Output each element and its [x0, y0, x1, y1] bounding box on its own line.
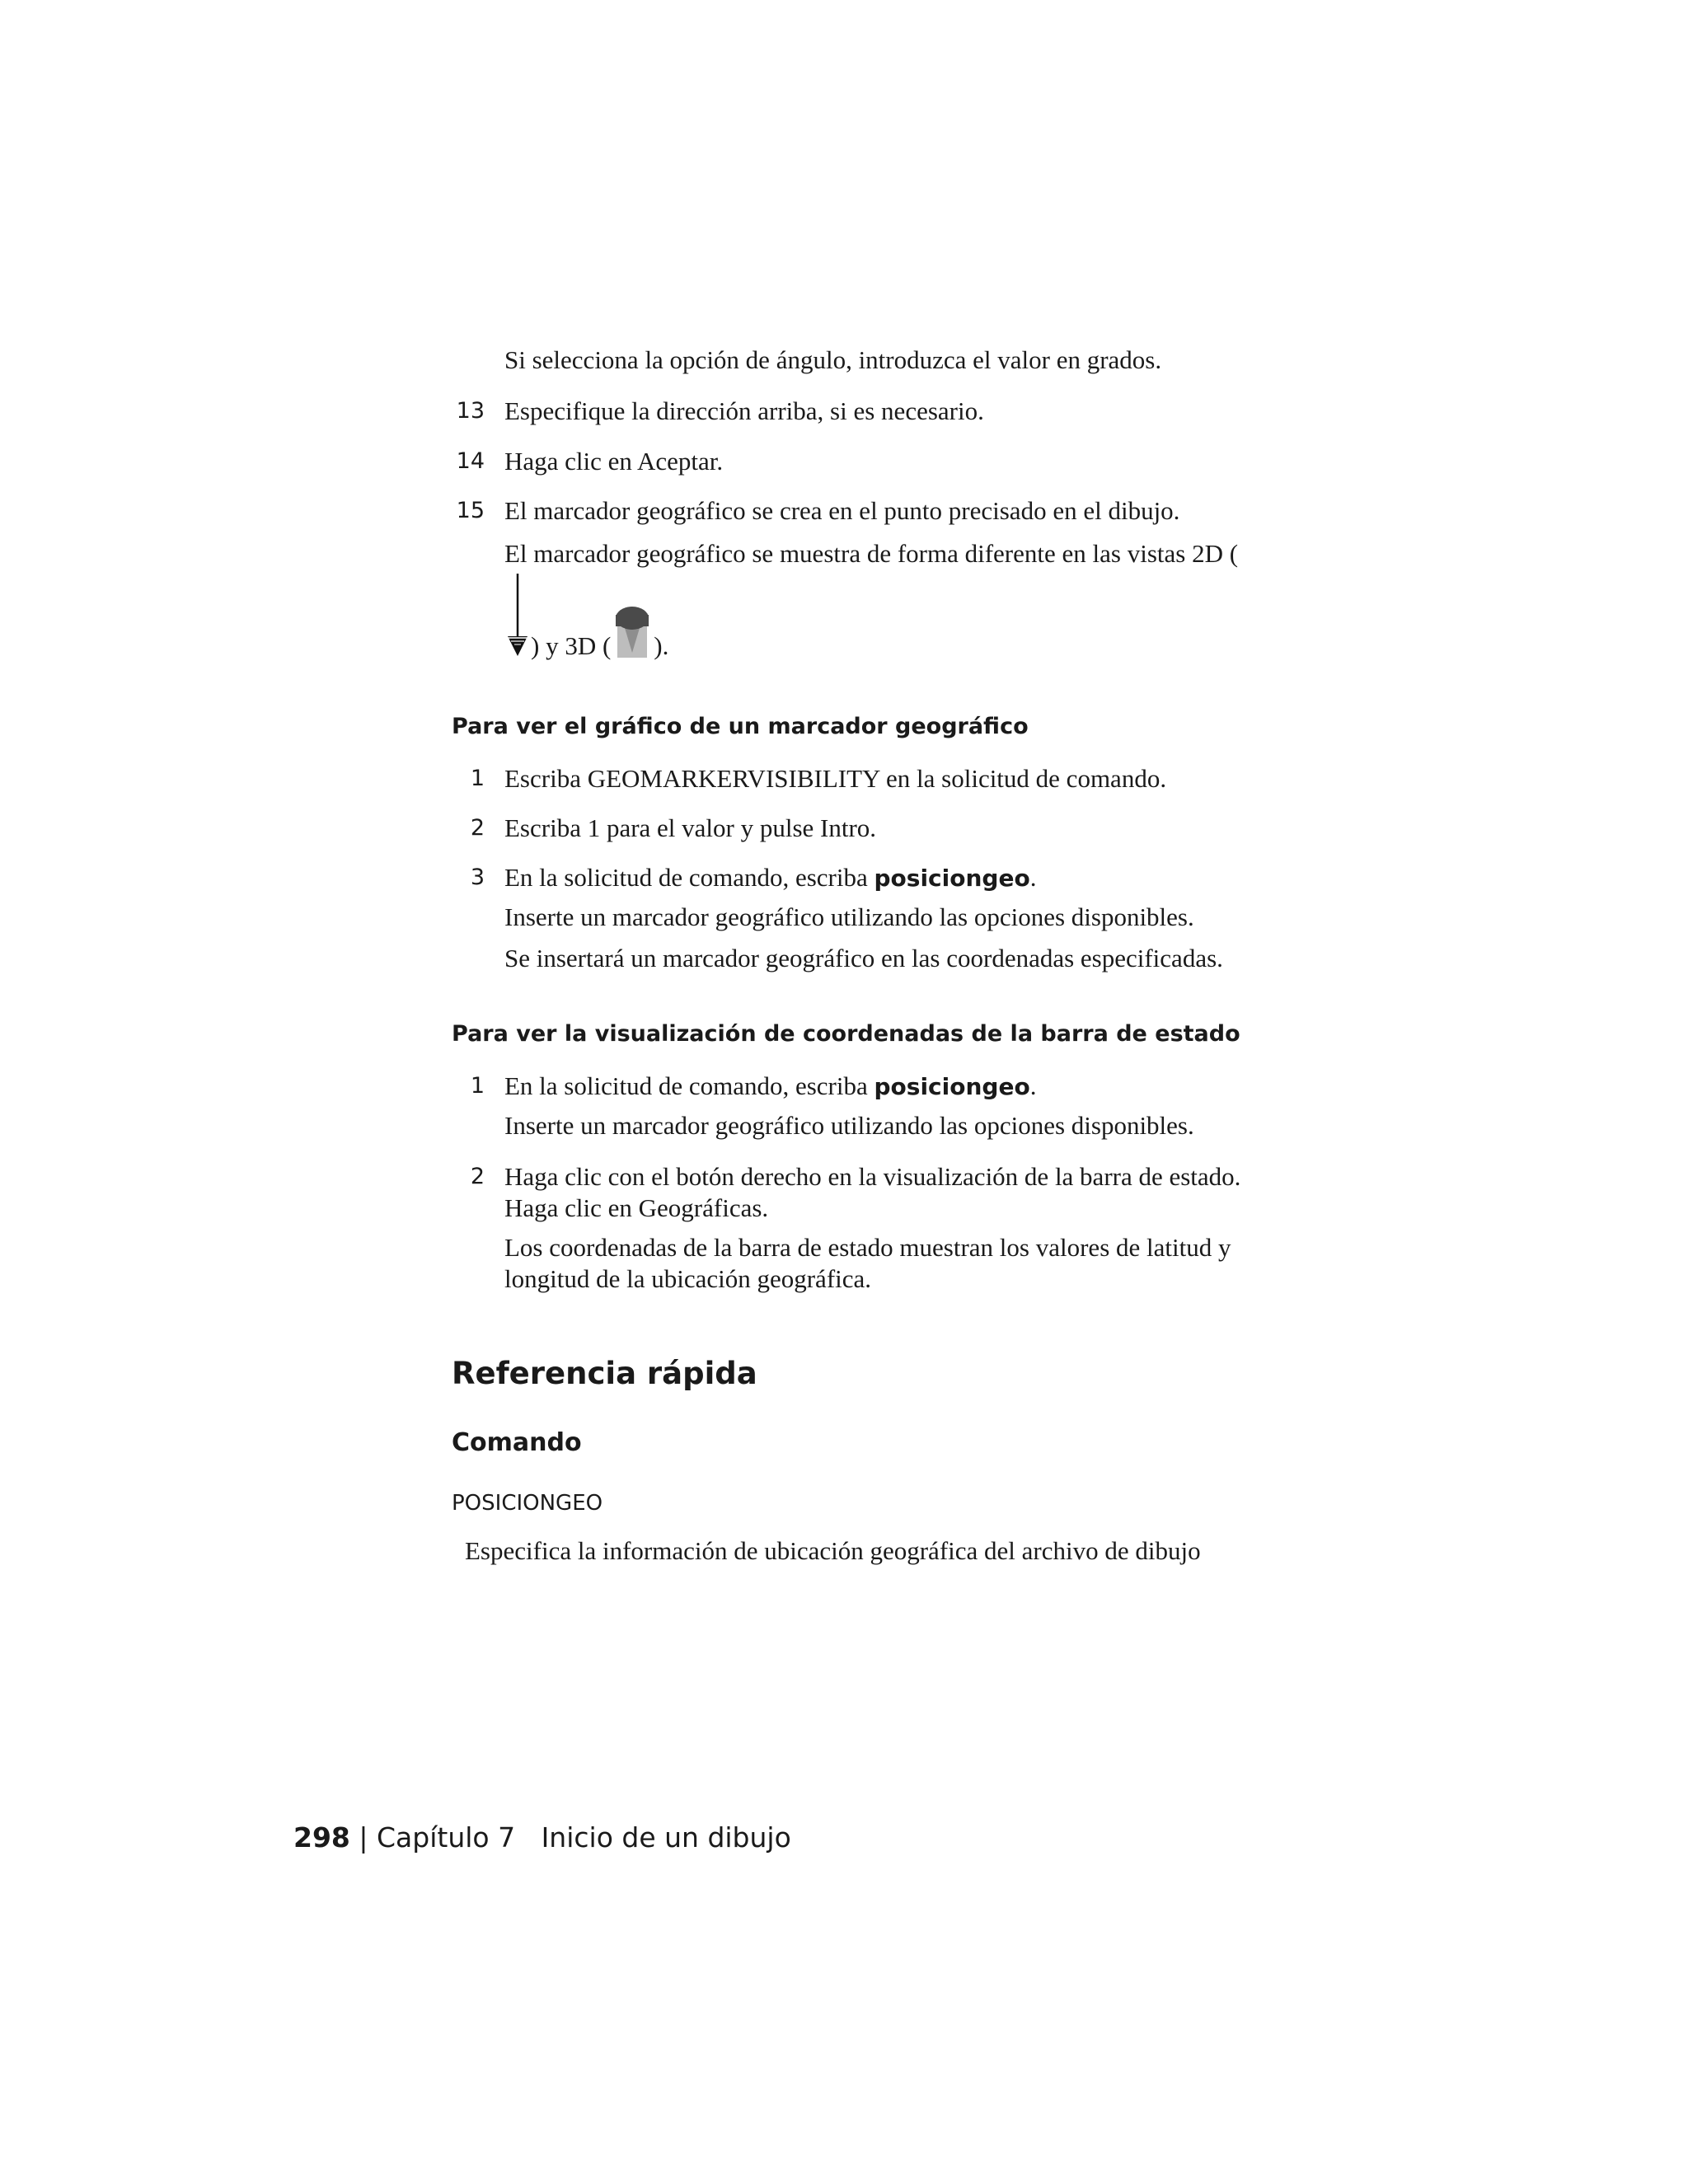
step-text-prefix: En la solicitud de comando, escriba [504, 1071, 874, 1100]
step-text-prefix: En la solicitud de comando, escriba [504, 863, 874, 892]
step-number: 1 [470, 766, 485, 791]
step-text: El marcador geográfico se crea en el punto precisado en el dibujo. [504, 496, 1180, 525]
coordenadas-step-2-sub-line1: Los coordenadas de la barra de estado muestran los valores de latitud y [504, 1233, 1231, 1262]
section-heading-coordenadas: Para ver la visualización de coordenadas de la barra de estado [452, 1021, 1240, 1047]
coordenadas-step-1-sub: Inserte un marcador geográfico utilizando las opciones disponibles. [504, 1111, 1194, 1140]
step-number: 3 [470, 865, 485, 890]
quick-reference-heading: Referencia rápida [452, 1356, 757, 1391]
step-number: 13 [456, 398, 485, 424]
geomarker-2d-icon [504, 574, 531, 659]
step-text: Escriba 1 para el valor y pulse Intro. [504, 813, 877, 842]
step-text-suffix: . [1029, 863, 1037, 892]
step-text: Escriba GEOMARKERVISIBILITY en la solicitud de comando. [504, 764, 1167, 793]
command-name: posiciongeo [874, 1073, 1030, 1100]
marker-note-mid: ) y 3D ( [531, 631, 612, 660]
step-number: 15 [456, 498, 485, 523]
step-number: 14 [456, 448, 485, 474]
step-intro-line: Si selecciona la opción de ángulo, introduzca el valor en grados. [504, 345, 1162, 374]
step-number: 2 [470, 1164, 485, 1189]
page-footer [293, 1820, 791, 1856]
section-heading-grafico: Para ver el gráfico de un marcador geográfico [452, 714, 1029, 739]
chapter-label: Capítulo 7 [377, 1821, 516, 1854]
step-text [504, 1070, 1378, 1104]
marker-note-line1: El marcador geográfico se muestra de forma diferente en las vistas 2D ( [504, 539, 1239, 568]
command-name: posiciongeo [874, 865, 1030, 892]
chapter-title: Inicio de un dibujo [541, 1821, 791, 1854]
grafico-step-3-sub2: Se insertará un marcador geográfico en las coordenadas especificadas. [504, 944, 1223, 972]
command-name-entry: POSICIONGEO [452, 1491, 603, 1516]
geomarker-3d-icon [611, 603, 654, 661]
step-number: 1 [470, 1073, 485, 1099]
marker-note-end: ). [654, 631, 669, 660]
step-text: Haga clic en Aceptar. [504, 447, 724, 476]
grafico-step-3-sub1: Inserte un marcador geográfico utilizando las opciones disponibles. [504, 902, 1194, 931]
command-description: Especifica la información de ubicación geográfica del archivo de dibujo [465, 1536, 1201, 1565]
coordenadas-step-2-sub-line2: longitud de la ubicación geográfica. [504, 1264, 872, 1293]
command-subheading: Comando [452, 1428, 582, 1457]
step-number: 2 [470, 815, 485, 841]
step-text-suffix: . [1029, 1071, 1037, 1100]
step-text: Especifique la dirección arriba, si es necesario. [504, 396, 984, 425]
coordenadas-step-2-line2: Haga clic en Geográficas. [504, 1193, 769, 1222]
marker-note-line2 [504, 574, 668, 664]
step-text [504, 861, 1378, 895]
step-text-line1: Haga clic con el botón derecho en la visualización de la barra de estado. [504, 1162, 1241, 1191]
footer-separator: | [359, 1821, 368, 1854]
page-number: 298 [293, 1821, 350, 1854]
